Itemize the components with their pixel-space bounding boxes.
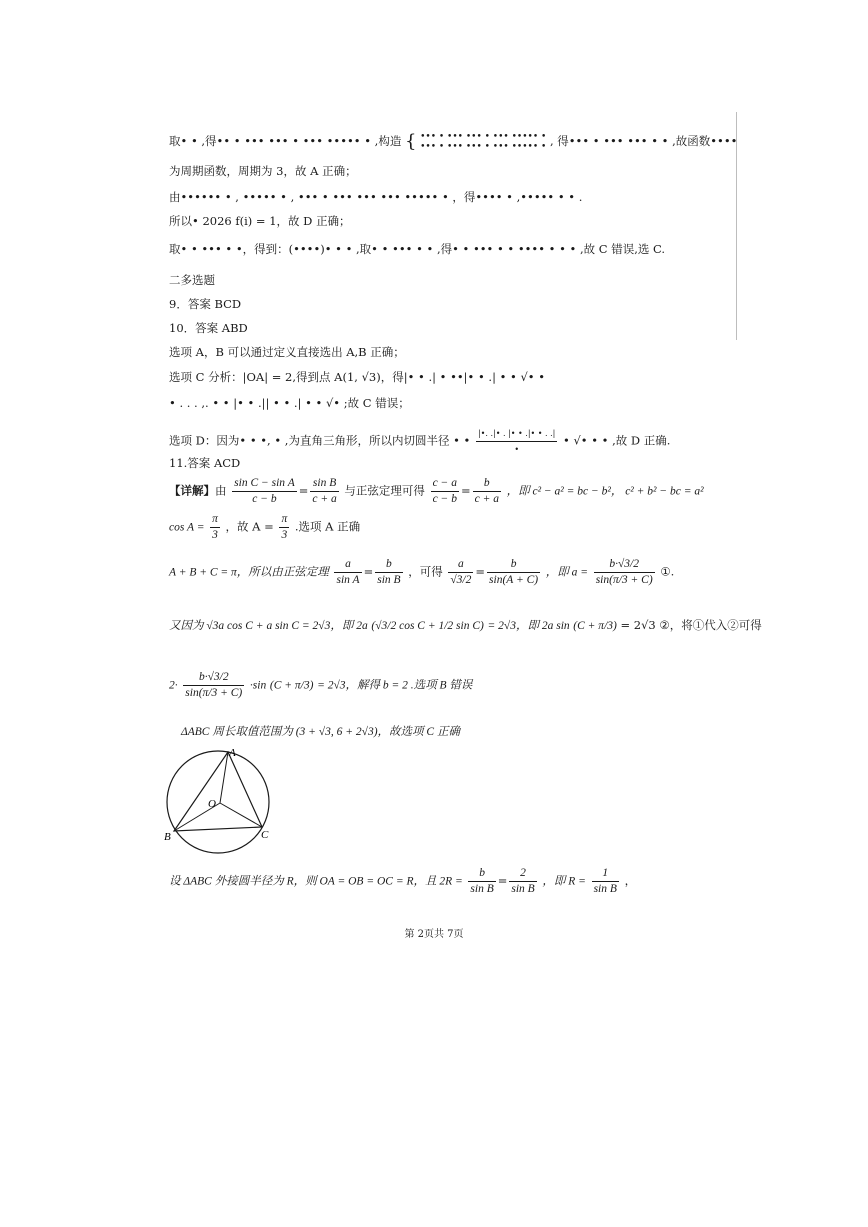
expr-15: (C + π/3) [269,679,314,692]
detail-line-6: 设 ΔABC 外接圆半径为 R，则 OA = OB = OC = R，且 2R = $\frac{b}{\text{sin B}}$ = $\frac{2}{\text{sin B}}$ ，即 R = $\frac{1}{\text{sin B}}$ ， [169,867,637,895]
fraction-17: $\frac{2}{\text{sin B}}$ [511,867,535,895]
inradius-fraction: $\frac{|•. .|• . |• • .|• • . .|}{•}$ [476,426,557,457]
fraction-2: $\frac{\text{sin B}}{c + a}$ [312,477,337,505]
fraction-4: $\frac{b}{c + a}$ [474,477,499,505]
label-c: C [261,829,269,841]
detail-2a: cos A = [169,521,205,534]
text-line-9: 选项 A，B 可以通过定义直接选出 A,B 正确； [169,345,405,359]
line-1b-text: , 得••• • ••• ••• • • ,故函数•••• [549,134,738,148]
perimeter-line: ΔABC 周长取值范围为 (3 + √3, 6 + 2√3)，故选项 C 正确 [181,726,460,738]
fraction-10: $\frac{b}{\sin(A + C)}$ [489,558,539,586]
detail-4c: = 2√3 ②，将①代入②可得 [620,618,762,632]
detail-1b: 与正弦定理可得 [344,483,425,498]
detail-line-2 [169,512,360,543]
text-line-3: 由•••••• • , ••••• • , ••• • ••• ••• ••• ••••• • ，得•••• • ,••••• • • . [169,190,583,204]
fraction-3: $\frac{c - a}{c - b}$ [432,477,457,505]
detail-line-5 [169,670,472,701]
line-12b-text: • √• • • ,故 D 正确. [563,433,671,448]
text-line-10: 选项 C 分析：|OA| = 2,得到点 A(1, √3)，得|• • .| • ••|• • .| • • √• • [169,370,546,384]
detail-4a: 又因为 √3a cos C + a sin C = 2√3，即 2a [169,620,368,632]
detail-tag: 【详解】 [169,483,215,498]
fraction-16: $\frac{b}{\text{sin B}}$ [470,867,494,895]
section-heading: 二多选题 [169,273,215,287]
answer-11: 11.答案 ACD [169,456,241,470]
line-1-text: 取• • ,得•• • ••• ••• • ••• ••••• • ,构造 [169,134,402,148]
detail-6c: ， [624,873,637,888]
detail-line-3: A + B + C = π，所以由正弦定理 $\frac{a}{\text{sin A}}$ = $\frac{b}{\text{sin B}}$ ，可得 $\frac{a}{√3/2}$ = $\frac{b}{\sin(A + C)}$ ，即 a = $\frac{b\cdot√3/2}{\sin(\pi/3 + C)}$ ①. [169,558,675,586]
fraction-18: $\frac{1}{\text{sin B}}$ [593,867,617,895]
text-line-2: 为周期函数，周期为 3，故 A 正确； [169,164,357,178]
fraction-5: $\frac{\pi}{3}$ [212,513,218,541]
label-b: B [164,831,171,843]
detail-2c: .选项 A 正确 [294,519,361,534]
fraction-1: $\frac{\text{sin C − sin A}}{c - b}$ [234,477,295,505]
detail-2b: ，故 A = [225,519,274,534]
fraction-6: $\frac{\pi}{3}$ [281,513,288,541]
detail-1a: 由 [215,483,227,498]
expr-13: (C + π/3) [573,620,617,632]
detail-5c: = 2√3，解得 b = 2 .选项 B 错误 [317,679,473,692]
fraction-7: $\frac{a}{\text{sin A}}$ [336,558,360,586]
detail-3a: A + B + C = π，所以由正弦定理 [169,566,329,579]
answer-10: 10．答案 ABD [169,321,248,335]
detail-3b: ，可得 [408,564,443,579]
text-line-4: 所以• 2026 f(i) = 1，故 D 正确； [169,214,351,228]
system-block: ••• • ••• ••• • ••• ••••• • ••• • ••• ••• • ••• ••••• • [420,132,547,152]
segment-oa [220,752,228,803]
fraction-14: $\frac{b\cdot√3/2}{\sin(\pi/3 + C)}$ [185,671,243,699]
detail-4b: = 2√3，即 2a sin [487,620,570,632]
circumcircle-diagram [160,745,280,860]
label-o: O [208,798,216,810]
text-line-12 [169,426,670,457]
detail-6b: ，即 R = [542,875,586,888]
page-footer: 第 2页共 7页 [404,929,464,940]
detail-5b: ·sin [249,679,267,692]
label-a: A [229,747,236,759]
text-line-5: 取• • ••• • •，得到：(••••)• • • ,取• • ••• • • ,得• • ••• • • •••• • • • ,故 C 错误,选 C. [169,242,666,256]
detail-3c: ，即 a = [545,566,589,579]
detail-3d: ①. [660,564,675,579]
segment-oc [220,803,262,827]
detail-line-1: 【详解】由 $\frac{\text{sin C − sin A}}{c - b}$ = $\frac{\text{sin B}}{c + a}$ 与正弦定理可得 $\frac{c - a}{c - b}$ = $\frac{b}{c + a}$ ，即 c² − a² = bc − b²， c² + b² − bc = a² [169,477,704,505]
detail-line-4 [169,617,762,634]
detail-1c: ，即 c² − a² = bc − b²， c² + b² − bc = a² [506,485,704,498]
answer-9: 9．答案 BCD [169,297,242,311]
detail-5a: 2· [169,679,178,692]
expr-12: (√3/2 cos C + 1/2 sin C) [371,620,484,632]
fraction-9: $\frac{a}{√3/2}$ [450,558,472,586]
brace: { [404,131,417,152]
text-line-1 [169,132,737,152]
detail-6a: 设 ΔABC 外接圆半径为 R，则 OA = OB = OC = R，且 2R = [169,875,463,888]
line-12-text: 选项 D：因为• • •, • ,为直角三角形，所以内切圆半径 • • [169,433,471,448]
fraction-8: $\frac{b}{\text{sin B}}$ [377,558,401,586]
fraction-11: $\frac{b\cdot√3/2}{\sin(\pi/3 + C)}$ [595,558,653,586]
text-line-11: • . . . ,. • • |• • .|| • • .| • • √• ;故 C 错误； [169,396,410,410]
